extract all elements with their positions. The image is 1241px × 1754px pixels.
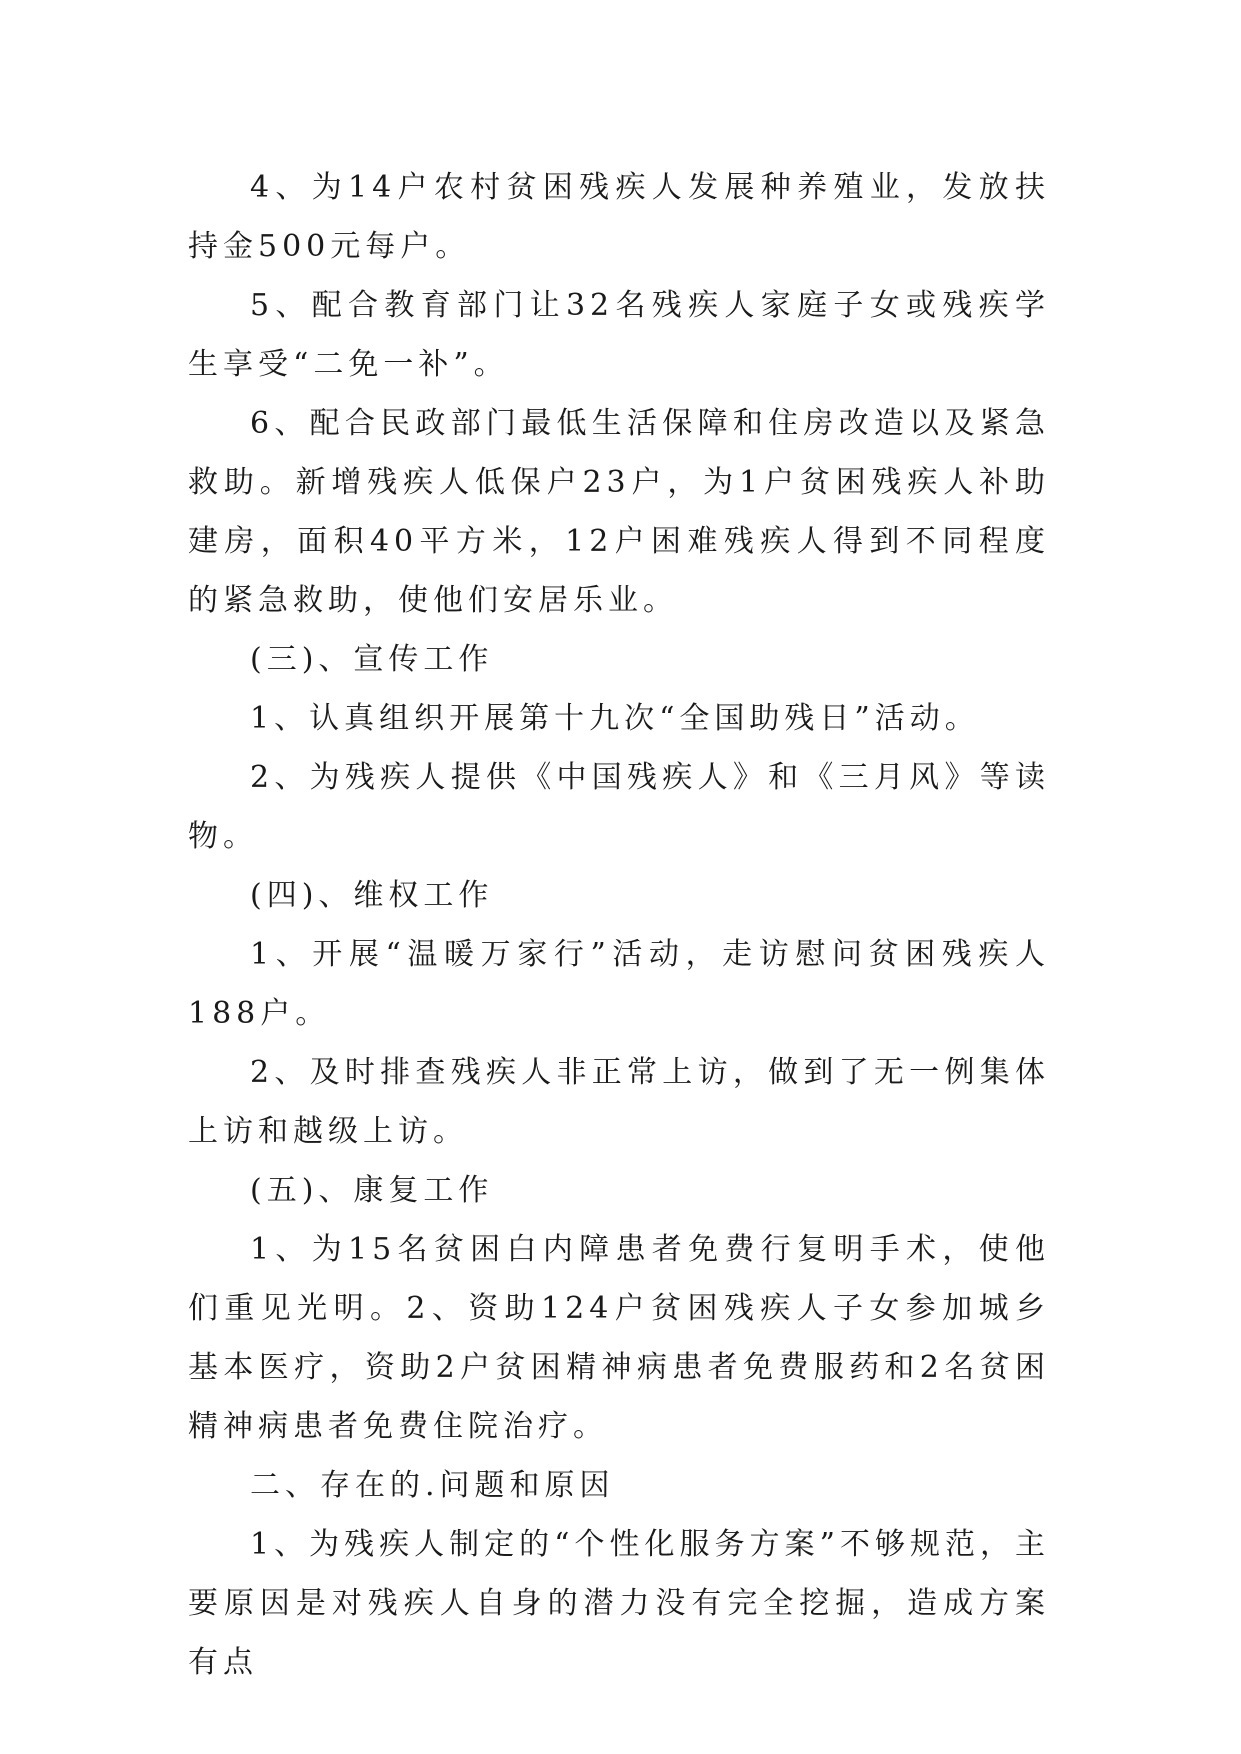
paragraph-rights-1: 1、开展“温暖万家行”活动，走访慰问贫困残疾人188户。 — [188, 937, 1050, 1031]
section-heading-problems: 二、存在的.问题和原因 — [250, 1468, 615, 1503]
paragraph-rights-2: 2、及时排查残疾人非正常上访，做到了无一例集体上访和越级上访。 — [188, 1055, 1050, 1149]
paragraph-publicity-2: 2、为残疾人提供《中国残疾人》和《三月风》等读物。 — [188, 760, 1050, 854]
section-heading-rehab: (五)、康复工作 — [250, 1173, 494, 1208]
paragraph-problems-1: 1、为残疾人制定的“个性化服务方案”不够规范，主要原因是对残疾人自身的潜力没有完全挖掘，造成方案有点 — [188, 1527, 1050, 1680]
paragraph-item-6: 6、配合民政部门最低生活保障和住房改造以及紧急救助。新增残疾人低保户23户，为1户贫困残疾人补助建房，面积40平方米，12户困难残疾人得到不同程度的紧急救助，使他们安居乐业。 — [188, 406, 1050, 618]
paragraph-publicity-1: 1、认真组织开展第十九次“全国助残日”活动。 — [250, 701, 980, 736]
paragraph-rehab-1: 1、为15名贫困白内障患者免费行复明手术，使他们重见光明。2、资助124户贫困残疾人子女参加城乡基本医疗，资助2户贫困精神病患者免费服药和2名贫困精神病患者免费住院治疗。 — [188, 1232, 1050, 1444]
paragraph-item-4: 4、为14户农村贫困残疾人发展种养殖业，发放扶持金500元每户。 — [188, 170, 1050, 264]
document-body — [188, 158, 1050, 1692]
section-heading-publicity: (三)、宣传工作 — [250, 642, 494, 677]
paragraph-item-5: 5、配合教育部门让32名残疾人家庭子女或残疾学生享受“二免一补”。 — [188, 288, 1050, 382]
section-heading-rights: (四)、维权工作 — [250, 878, 494, 913]
